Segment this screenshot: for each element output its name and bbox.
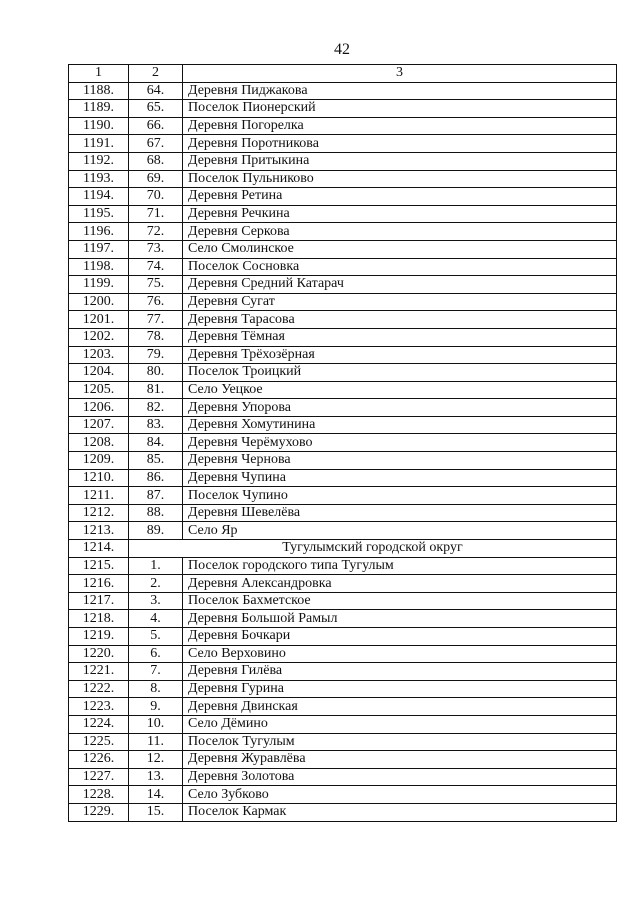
settlement-name: Деревня Погорелка	[183, 117, 617, 135]
settlement-name: Деревня Двинская	[183, 698, 617, 716]
table-row	[69, 522, 617, 540]
row-number: 1199.	[69, 276, 129, 294]
settlement-name: Деревня Сугат	[183, 293, 617, 311]
settlement-name: Село Яр	[183, 522, 617, 540]
table-row	[69, 575, 617, 593]
table-row	[69, 786, 617, 804]
page-number: 42	[334, 41, 350, 58]
settlement-name: Деревня Журавлёва	[183, 751, 617, 769]
local-number: 74.	[129, 258, 183, 276]
local-number: 81.	[129, 381, 183, 399]
local-number: 1.	[129, 557, 183, 575]
table-row	[69, 663, 617, 681]
row-number: 1213.	[69, 522, 129, 540]
local-number: 2.	[129, 575, 183, 593]
table-row	[69, 751, 617, 769]
local-number: 85.	[129, 452, 183, 470]
row-number: 1188.	[69, 82, 129, 100]
settlement-name: Поселок Пульниково	[183, 170, 617, 188]
row-number: 1193.	[69, 170, 129, 188]
row-number: 1223.	[69, 698, 129, 716]
row-number: 1218.	[69, 610, 129, 628]
local-number: 84.	[129, 434, 183, 452]
row-number: 1204.	[69, 364, 129, 382]
row-number: 1200.	[69, 293, 129, 311]
settlements-table	[68, 64, 617, 822]
row-number: 1227.	[69, 768, 129, 786]
row-number: 1225.	[69, 733, 129, 751]
local-number: 79.	[129, 346, 183, 364]
local-number: 76.	[129, 293, 183, 311]
table-row	[69, 680, 617, 698]
row-number: 1201.	[69, 311, 129, 329]
table-header-row	[69, 65, 617, 83]
row-number: 1229.	[69, 803, 129, 821]
row-number: 1202.	[69, 328, 129, 346]
settlement-name: Деревня Упорова	[183, 399, 617, 417]
table-row	[69, 223, 617, 241]
row-number: 1194.	[69, 188, 129, 206]
settlement-name: Деревня Гурина	[183, 680, 617, 698]
local-number: 65.	[129, 100, 183, 118]
table-row	[69, 469, 617, 487]
row-number: 1224.	[69, 715, 129, 733]
row-number: 1216.	[69, 575, 129, 593]
section-row	[69, 540, 617, 558]
settlement-name: Деревня Бочкари	[183, 628, 617, 646]
settlement-name: Село Верховино	[183, 645, 617, 663]
row-number: 1220.	[69, 645, 129, 663]
local-number: 6.	[129, 645, 183, 663]
table-row	[69, 293, 617, 311]
header-col-2: 2	[129, 65, 183, 83]
row-number: 1212.	[69, 504, 129, 522]
settlement-name: Деревня Гилёва	[183, 663, 617, 681]
settlement-name: Деревня Серкова	[183, 223, 617, 241]
table-row	[69, 311, 617, 329]
settlement-name: Деревня Средний Катарач	[183, 276, 617, 294]
table-row	[69, 399, 617, 417]
table-row	[69, 258, 617, 276]
table-row	[69, 610, 617, 628]
table-row	[69, 170, 617, 188]
local-number: 88.	[129, 504, 183, 522]
local-number: 78.	[129, 328, 183, 346]
settlement-name: Поселок Сосновка	[183, 258, 617, 276]
settlement-name: Деревня Тёмная	[183, 328, 617, 346]
local-number: 87.	[129, 487, 183, 505]
table-row	[69, 504, 617, 522]
local-number: 8.	[129, 680, 183, 698]
settlement-name: Село Смолинское	[183, 240, 617, 258]
table-row	[69, 416, 617, 434]
table-row	[69, 117, 617, 135]
settlement-name: Село Дёмино	[183, 715, 617, 733]
settlement-name: Поселок Тугулым	[183, 733, 617, 751]
table-row	[69, 364, 617, 382]
settlement-name: Деревня Шевелёва	[183, 504, 617, 522]
settlement-name: Поселок Кармак	[183, 803, 617, 821]
row-number: 1198.	[69, 258, 129, 276]
table-row	[69, 135, 617, 153]
row-number: 1211.	[69, 487, 129, 505]
table-row	[69, 434, 617, 452]
header-col-3: 3	[183, 65, 617, 83]
section-title: Тугулымский городской округ	[129, 540, 617, 558]
local-number: 64.	[129, 82, 183, 100]
local-number: 82.	[129, 399, 183, 417]
table-row	[69, 733, 617, 751]
row-number: 1189.	[69, 100, 129, 118]
table-row	[69, 188, 617, 206]
local-number: 13.	[129, 768, 183, 786]
local-number: 11.	[129, 733, 183, 751]
table-row	[69, 803, 617, 821]
local-number: 4.	[129, 610, 183, 628]
settlement-name: Деревня Тарасова	[183, 311, 617, 329]
local-number: 15.	[129, 803, 183, 821]
settlement-name: Деревня Чупина	[183, 469, 617, 487]
table-row	[69, 715, 617, 733]
local-number: 9.	[129, 698, 183, 716]
settlement-name: Деревня Трёхозёрная	[183, 346, 617, 364]
settlement-name: Деревня Черёмухово	[183, 434, 617, 452]
row-number: 1206.	[69, 399, 129, 417]
settlement-name: Деревня Поротникова	[183, 135, 617, 153]
local-number: 67.	[129, 135, 183, 153]
local-number: 14.	[129, 786, 183, 804]
local-number: 71.	[129, 205, 183, 223]
local-number: 12.	[129, 751, 183, 769]
local-number: 7.	[129, 663, 183, 681]
settlement-name: Деревня Александровка	[183, 575, 617, 593]
row-number: 1222.	[69, 680, 129, 698]
settlement-name: Деревня Речкина	[183, 205, 617, 223]
settlement-name: Поселок Бахметское	[183, 592, 617, 610]
row-number: 1208.	[69, 434, 129, 452]
settlement-name: Поселок Троицкий	[183, 364, 617, 382]
row-number: 1209.	[69, 452, 129, 470]
local-number: 73.	[129, 240, 183, 258]
local-number: 83.	[129, 416, 183, 434]
table-row	[69, 381, 617, 399]
table-row	[69, 768, 617, 786]
local-number: 68.	[129, 152, 183, 170]
local-number: 5.	[129, 628, 183, 646]
settlement-name: Деревня Золотова	[183, 768, 617, 786]
row-number: 1191.	[69, 135, 129, 153]
table-row	[69, 82, 617, 100]
row-number: 1197.	[69, 240, 129, 258]
table-row	[69, 452, 617, 470]
local-number: 70.	[129, 188, 183, 206]
row-number: 1205.	[69, 381, 129, 399]
table-body	[69, 65, 617, 822]
row-number: 1217.	[69, 592, 129, 610]
settlement-name: Деревня Ретина	[183, 188, 617, 206]
settlement-name: Деревня Чернова	[183, 452, 617, 470]
settlement-name: Деревня Пиджакова	[183, 82, 617, 100]
table-row	[69, 346, 617, 364]
row-number: 1215.	[69, 557, 129, 575]
table-row	[69, 628, 617, 646]
row-number: 1190.	[69, 117, 129, 135]
table-row	[69, 698, 617, 716]
local-number: 89.	[129, 522, 183, 540]
table-row	[69, 592, 617, 610]
settlement-name: Поселок Чупино	[183, 487, 617, 505]
row-number: 1207.	[69, 416, 129, 434]
settlement-name: Село Зубково	[183, 786, 617, 804]
header-col-1: 1	[69, 65, 129, 83]
row-number: 1195.	[69, 205, 129, 223]
table-row	[69, 557, 617, 575]
row-number: 1210.	[69, 469, 129, 487]
row-number: 1196.	[69, 223, 129, 241]
table-row	[69, 240, 617, 258]
table-row	[69, 487, 617, 505]
table-row	[69, 276, 617, 294]
local-number: 3.	[129, 592, 183, 610]
row-number: 1228.	[69, 786, 129, 804]
row-number: 1203.	[69, 346, 129, 364]
settlement-name: Деревня Большой Рамыл	[183, 610, 617, 628]
local-number: 72.	[129, 223, 183, 241]
settlement-name: Деревня Хомутинина	[183, 416, 617, 434]
row-number: 1221.	[69, 663, 129, 681]
settlement-name: Деревня Притыкина	[183, 152, 617, 170]
row-number: 1219.	[69, 628, 129, 646]
table-row	[69, 205, 617, 223]
table-row	[69, 152, 617, 170]
local-number: 80.	[129, 364, 183, 382]
local-number: 77.	[129, 311, 183, 329]
local-number: 75.	[129, 276, 183, 294]
table-row	[69, 100, 617, 118]
row-number: 1226.	[69, 751, 129, 769]
table-row	[69, 328, 617, 346]
settlement-name: Поселок городского типа Тугулым	[183, 557, 617, 575]
row-number: 1192.	[69, 152, 129, 170]
local-number: 10.	[129, 715, 183, 733]
local-number: 86.	[129, 469, 183, 487]
local-number: 66.	[129, 117, 183, 135]
local-number: 69.	[129, 170, 183, 188]
row-number: 1214.	[69, 540, 129, 558]
settlement-name: Село Уецкое	[183, 381, 617, 399]
table-row	[69, 645, 617, 663]
settlement-name: Поселок Пионерский	[183, 100, 617, 118]
